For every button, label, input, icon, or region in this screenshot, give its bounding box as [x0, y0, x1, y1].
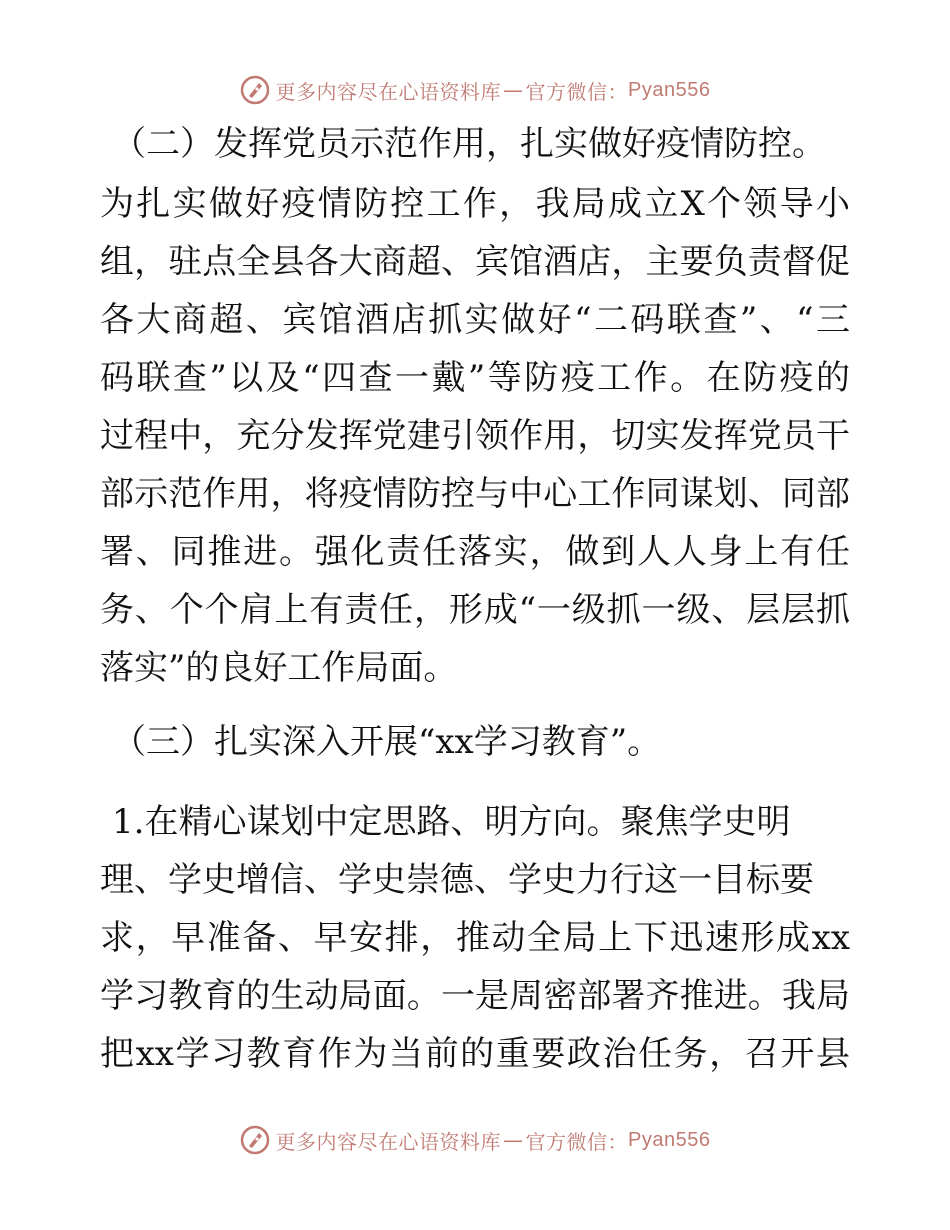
paragraph-line: 学习教育的生动局面。一是周密部署齐推进。我局 — [100, 976, 850, 1016]
paragraph-line: 把xx学习教育作为当前的重要政治任务，召开县 — [100, 1034, 850, 1074]
paragraph-line: 署、同推进。强化责任落实，做到人人身上有任 — [100, 532, 850, 572]
paragraph-line: 部示范作用，将疫情防控与中心工作同谋划、同部 — [100, 474, 850, 514]
paragraph-line: 为扎实做好疫情防控工作，我局成立X个领导小 — [100, 184, 850, 224]
heading-section-3: （三）扎实深入开展“xx学习教育”。 — [112, 722, 662, 762]
pen-nib-logo-icon — [240, 1125, 270, 1155]
watermark-wechat-id: Pyan556 — [628, 78, 711, 101]
paragraph-line: 1.在精心谋划中定思路、明方向。聚焦学史明 — [112, 802, 791, 842]
watermark-footer — [0, 1120, 950, 1160]
paragraph-line: 码联查”以及“四查一戴”等防疫工作。在防疫的 — [100, 358, 850, 398]
pen-nib-logo-icon — [240, 75, 270, 105]
watermark-brand: 更多内容尽在心语资料库 — [275, 79, 502, 104]
heading-section-2: （二）发挥党员示范作用，扎实做好疫情防控。 — [112, 124, 826, 164]
paragraph-line: 务、个个肩上有责任，形成“一级抓一级、层层抓 — [100, 590, 850, 630]
watermark-separator: — — [503, 1128, 524, 1152]
paragraph-line: 求，早准备、早安排，推动全局上下迅速形成xx — [100, 918, 850, 958]
watermark-separator: — — [503, 78, 524, 102]
watermark-brand: 更多内容尽在心语资料库 — [275, 1129, 502, 1154]
paragraph-line: 理、学史增信、学史崇德、学史力行这一目标要 — [100, 860, 814, 900]
paragraph-line: 落实”的良好工作局面。 — [100, 648, 458, 688]
watermark-wechat-id: Pyan556 — [628, 1128, 711, 1151]
paragraph-line: 各大商超、宾馆酒店抓实做好“二码联查”、“三 — [100, 300, 850, 340]
paragraph-line: 组，驻点全县各大商超、宾馆酒店，主要负责督促 — [100, 242, 850, 282]
watermark-header — [0, 70, 950, 110]
watermark-wechat-label: 官方微信： — [525, 79, 629, 104]
watermark-wechat-label: 官方微信： — [525, 1129, 629, 1154]
paragraph-line: 过程中，充分发挥党建引领作用，切实发挥党员干 — [100, 416, 850, 456]
